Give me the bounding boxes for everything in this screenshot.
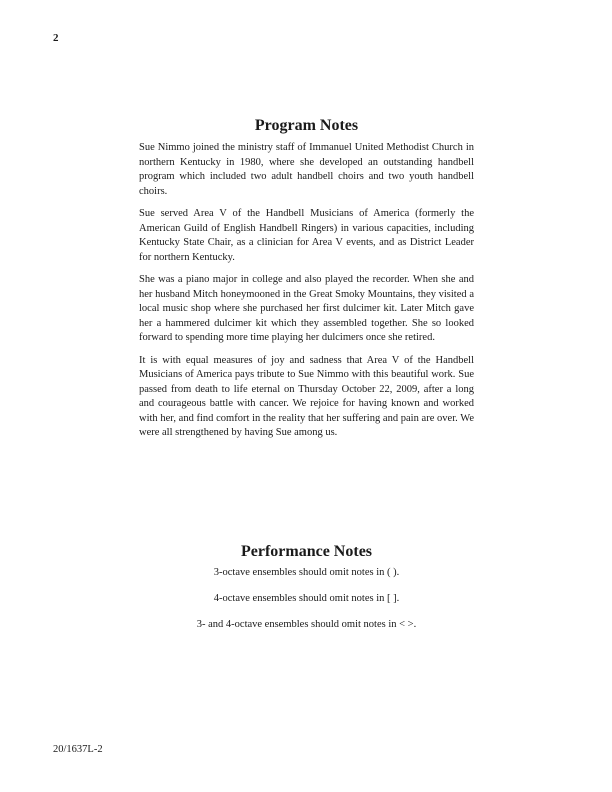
- footer-catalog-number: 20/1637L-2: [53, 744, 103, 755]
- program-notes-paragraph: Sue served Area V of the Handbell Musicians of America (formerly the American Guild of English Handbell Ringers) in various capacities, including Kentucky State Chair, as a clinician for Area V events, and as District Leader for northern Kentucky.: [139, 207, 474, 263]
- program-notes-body: [139, 141, 474, 449]
- performance-notes-title: Performance Notes: [240, 542, 373, 560]
- performance-note-item: 3-octave ensembles should omit notes in ( ).: [213, 567, 400, 578]
- performance-note-item: 4-octave ensembles should omit notes in [ ].: [213, 592, 400, 604]
- page-number: 2: [53, 32, 59, 44]
- program-notes-paragraph: Sue Nimmo joined the ministry staff of Immanuel United Methodist Church in northern Kentucky in 1980, where she developed an outstanding handbell program which included two adult handbell choirs and two youth handbell choirs.: [139, 142, 474, 197]
- performance-notes-list: [139, 566, 474, 644]
- program-notes-title: Program Notes: [254, 116, 359, 134]
- performance-note-item: 3- and 4-octave ensembles should omit notes in < >.: [196, 618, 417, 630]
- program-notes-paragraph: It is with equal measures of joy and sadness that Area V of the Handbell Musicians of America pays tribute to Sue Nimmo with this beautiful work. Sue passed from death to life eternal on Thursday October 22, 2009, after a long and courageous battle with cancer. We rejoice for having known and worked with her, and find comfort in the reality that her suffering and pain are over. We were all strengthened by having Sue among us.: [139, 354, 474, 439]
- program-notes-paragraph: She was a piano major in college and also played the recorder. When she and her husband Mitch honeymooned in the Great Smoky Mountains, they visited a local music shop where she purchased her first dulcimer kit. Later Mitch gave her a hammered dulcimer kit which they assembled together. She so looked forward to spending more time playing her dulcimers once she retired.: [139, 273, 474, 344]
